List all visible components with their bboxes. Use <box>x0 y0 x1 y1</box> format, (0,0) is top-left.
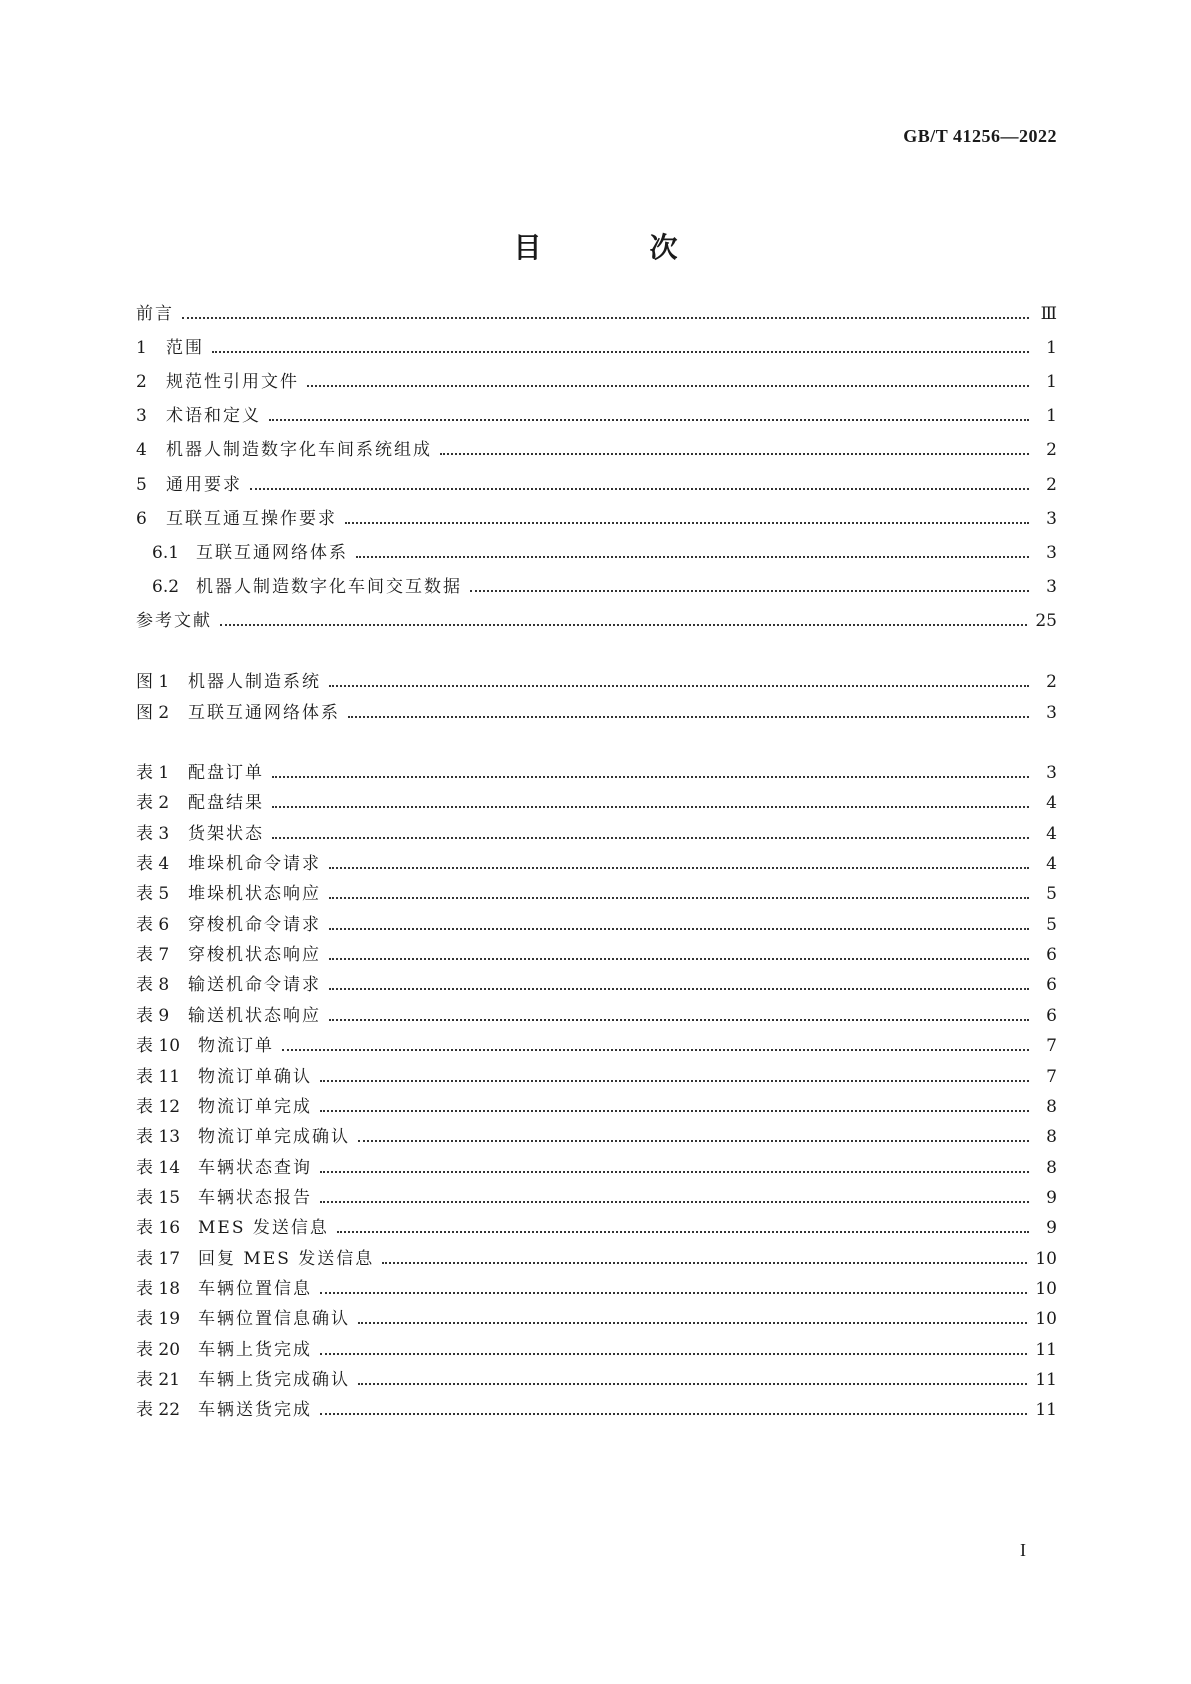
table-page-number: 9 <box>1046 1218 1057 1239</box>
table-label: 堆垛机状态响应 <box>188 884 321 905</box>
table-entry[interactable] <box>136 1034 1057 1058</box>
table-entry[interactable] <box>136 1277 1057 1301</box>
toc-number: 2 <box>136 372 147 393</box>
table-page-number: 11 <box>1035 1339 1057 1360</box>
table-number: 表 22 <box>136 1400 181 1421</box>
table-page-number: 4 <box>1046 793 1057 814</box>
dot-leader <box>320 1080 1029 1082</box>
table-number: 表 16 <box>136 1218 181 1239</box>
table-number: 表 17 <box>136 1248 181 1269</box>
toc-label: 机器人制造数字化车间交互数据 <box>196 576 462 597</box>
toc-number: 5 <box>136 474 147 495</box>
table-label: 车辆位置信息确认 <box>198 1309 350 1330</box>
table-page-number: 6 <box>1046 945 1057 966</box>
toc-number: 1 <box>136 338 147 359</box>
table-number: 表 19 <box>136 1309 181 1330</box>
table-entry[interactable] <box>136 822 1057 846</box>
table-entry[interactable] <box>136 882 1057 906</box>
table-page-number: 7 <box>1046 1066 1057 1087</box>
table-label: 配盘订单 <box>188 763 264 783</box>
dot-leader <box>272 776 1029 778</box>
toc-entry[interactable] <box>136 404 1057 428</box>
dot-leader <box>329 988 1029 990</box>
figure-page-number: 2 <box>1046 672 1057 692</box>
table-entry[interactable] <box>136 943 1057 967</box>
table-number: 表 20 <box>136 1339 181 1360</box>
table-page-number: 6 <box>1046 975 1057 996</box>
table-number: 表 14 <box>136 1157 181 1178</box>
toc-label: 规范性引用文件 <box>166 372 299 393</box>
table-page-number: 6 <box>1046 1005 1057 1026</box>
table-entry[interactable] <box>136 1398 1057 1422</box>
figure-number: 图 2 <box>136 702 170 723</box>
figure-label: 机器人制造系统 <box>188 672 321 692</box>
table-label: 车辆上货完成确认 <box>198 1370 350 1390</box>
table-entry[interactable] <box>136 1247 1057 1271</box>
table-label: 穿梭机状态响应 <box>188 945 321 966</box>
dot-leader <box>440 453 1029 455</box>
table-page-number: 5 <box>1046 914 1057 935</box>
toc-number: 3 <box>136 406 147 427</box>
toc-page-number: 3 <box>1046 542 1057 563</box>
toc-entry[interactable] <box>136 541 1057 565</box>
table-page-number: 11 <box>1035 1400 1057 1421</box>
table-number: 表 13 <box>136 1127 181 1148</box>
toc-page-number: Ⅲ <box>1040 304 1057 324</box>
figure-entry[interactable] <box>136 701 1057 725</box>
dot-leader <box>182 317 1029 319</box>
figure-number: 图 1 <box>136 672 170 692</box>
table-number: 表 7 <box>136 945 170 966</box>
table-entry[interactable] <box>136 1004 1057 1028</box>
table-number: 表 8 <box>136 975 170 996</box>
page-title: 目 次 <box>513 231 718 264</box>
dot-leader <box>348 716 1029 718</box>
toc-entry[interactable] <box>136 336 1057 360</box>
dot-leader <box>212 351 1029 353</box>
table-page-number: 10 <box>1035 1309 1057 1330</box>
table-entry[interactable] <box>136 852 1057 876</box>
table-entry[interactable] <box>136 1095 1057 1119</box>
table-page-number: 8 <box>1046 1096 1057 1117</box>
table-label: 堆垛机命令请求 <box>188 854 321 875</box>
table-number: 表 18 <box>136 1278 181 1299</box>
table-number: 表 11 <box>136 1066 181 1087</box>
toc-entry[interactable] <box>136 302 1057 326</box>
dot-leader <box>329 1019 1029 1021</box>
table-label: 车辆位置信息 <box>198 1278 312 1299</box>
table-entry[interactable] <box>136 1216 1057 1240</box>
dot-leader <box>329 867 1029 869</box>
toc-number: 4 <box>136 440 147 461</box>
dot-leader <box>358 1140 1029 1142</box>
dot-leader <box>345 522 1029 524</box>
table-page-number: 10 <box>1035 1248 1057 1269</box>
dot-leader <box>272 837 1029 839</box>
table-number: 表 10 <box>136 1036 181 1057</box>
table-label: 输送机状态响应 <box>188 1005 321 1026</box>
toc-label: 范围 <box>166 338 204 359</box>
dot-leader <box>470 590 1029 592</box>
dot-leader <box>329 958 1029 960</box>
toc-label: 术语和定义 <box>166 406 261 427</box>
table-label: 车辆送货完成 <box>198 1400 312 1421</box>
table-page-number: 7 <box>1046 1036 1057 1057</box>
table-label: 车辆状态查询 <box>198 1157 312 1178</box>
toc-entry[interactable] <box>136 370 1057 394</box>
dot-leader <box>329 897 1029 899</box>
toc-entry[interactable] <box>136 507 1057 531</box>
table-label: 物流订单完成确认 <box>198 1127 350 1148</box>
dot-leader <box>320 1292 1027 1294</box>
dot-leader <box>320 1413 1027 1415</box>
table-entry[interactable] <box>136 1125 1057 1149</box>
toc-page-number: 1 <box>1046 406 1057 427</box>
table-label: 货架状态 <box>188 823 264 844</box>
table-label: 物流订单完成 <box>198 1096 312 1117</box>
toc-label: 机器人制造数字化车间系统组成 <box>166 440 432 461</box>
table-number: 表 12 <box>136 1096 181 1117</box>
table-number: 表 15 <box>136 1187 181 1208</box>
table-number: 表 1 <box>136 763 170 783</box>
table-label: MES 发送信息 <box>198 1218 329 1239</box>
toc-label: 通用要求 <box>166 474 242 495</box>
dot-leader <box>358 1383 1027 1385</box>
dot-leader <box>282 1049 1029 1051</box>
table-number: 表 21 <box>136 1370 181 1390</box>
dot-leader <box>320 1201 1029 1203</box>
table-page-number: 11 <box>1035 1370 1057 1390</box>
toc-label: 参考文献 <box>136 610 212 631</box>
table-page-number: 3 <box>1046 763 1057 783</box>
table-page-number: 8 <box>1046 1157 1057 1178</box>
toc-number: 6.1 <box>152 542 180 563</box>
table-label: 车辆上货完成 <box>198 1339 312 1360</box>
table-number: 表 4 <box>136 854 170 875</box>
table-entry[interactable] <box>136 1307 1057 1331</box>
dot-leader <box>269 419 1029 421</box>
table-entry[interactable] <box>136 1368 1057 1392</box>
table-number: 表 6 <box>136 914 170 935</box>
table-entry[interactable] <box>136 1156 1057 1180</box>
table-page-number: 4 <box>1046 854 1057 875</box>
toc-entry[interactable] <box>136 438 1057 462</box>
standard-number: GB/T 41256—2022 <box>903 126 1057 146</box>
table-entry[interactable] <box>136 913 1057 937</box>
dot-leader <box>272 806 1029 808</box>
dot-leader <box>329 928 1029 930</box>
table-number: 表 9 <box>136 1005 170 1026</box>
table-label: 配盘结果 <box>188 793 264 814</box>
table-entry[interactable] <box>136 761 1057 785</box>
table-entry[interactable] <box>136 1065 1057 1089</box>
toc-page-number: 1 <box>1046 372 1057 393</box>
table-number: 表 3 <box>136 823 170 844</box>
table-page-number: 8 <box>1046 1127 1057 1148</box>
table-label: 物流订单确认 <box>198 1066 312 1087</box>
table-entry[interactable] <box>136 973 1057 997</box>
table-label: 车辆状态报告 <box>198 1187 312 1208</box>
toc-label: 互联互通互操作要求 <box>166 508 337 529</box>
table-page-number: 4 <box>1046 823 1057 844</box>
dot-leader <box>307 385 1029 387</box>
toc-page-number: 3 <box>1046 576 1057 597</box>
toc-entry[interactable] <box>136 473 1057 497</box>
dot-leader <box>250 488 1029 490</box>
table-number: 表 2 <box>136 793 170 814</box>
dot-leader <box>329 685 1029 687</box>
dot-leader <box>320 1171 1029 1173</box>
table-page-number: 5 <box>1046 884 1057 905</box>
table-entry[interactable] <box>136 1186 1057 1210</box>
table-page-number: 10 <box>1035 1278 1057 1299</box>
figure-entry[interactable] <box>136 670 1057 694</box>
toc-number: 6.2 <box>152 576 180 597</box>
dot-leader <box>382 1262 1027 1264</box>
dot-leader <box>358 1322 1027 1324</box>
toc-number: 6 <box>136 508 147 529</box>
figure-label: 互联互通网络体系 <box>188 702 340 723</box>
dot-leader <box>356 556 1029 558</box>
dot-leader <box>337 1231 1029 1233</box>
toc-entry[interactable] <box>136 575 1057 599</box>
table-label: 输送机命令请求 <box>188 975 321 996</box>
toc-page-number: 1 <box>1046 338 1057 359</box>
footer-page-number: I <box>1020 1540 1026 1560</box>
table-entry[interactable] <box>136 1338 1057 1362</box>
toc-entry[interactable] <box>136 609 1057 633</box>
toc-page-number: 3 <box>1046 508 1057 529</box>
table-number: 表 5 <box>136 884 170 905</box>
table-label: 穿梭机命令请求 <box>188 914 321 935</box>
dot-leader <box>320 1353 1027 1355</box>
dot-leader <box>320 1110 1029 1112</box>
toc-page-number: 2 <box>1046 440 1057 461</box>
toc-label: 互联互通网络体系 <box>196 542 348 563</box>
toc-label: 前言 <box>136 304 174 324</box>
table-page-number: 9 <box>1046 1187 1057 1208</box>
figure-page-number: 3 <box>1046 702 1057 723</box>
table-label: 物流订单 <box>198 1036 274 1057</box>
table-label: 回复 MES 发送信息 <box>198 1248 375 1269</box>
toc-page-number: 25 <box>1035 610 1057 631</box>
table-entry[interactable] <box>136 791 1057 815</box>
dot-leader <box>220 624 1027 626</box>
toc-page-number: 2 <box>1046 474 1057 495</box>
